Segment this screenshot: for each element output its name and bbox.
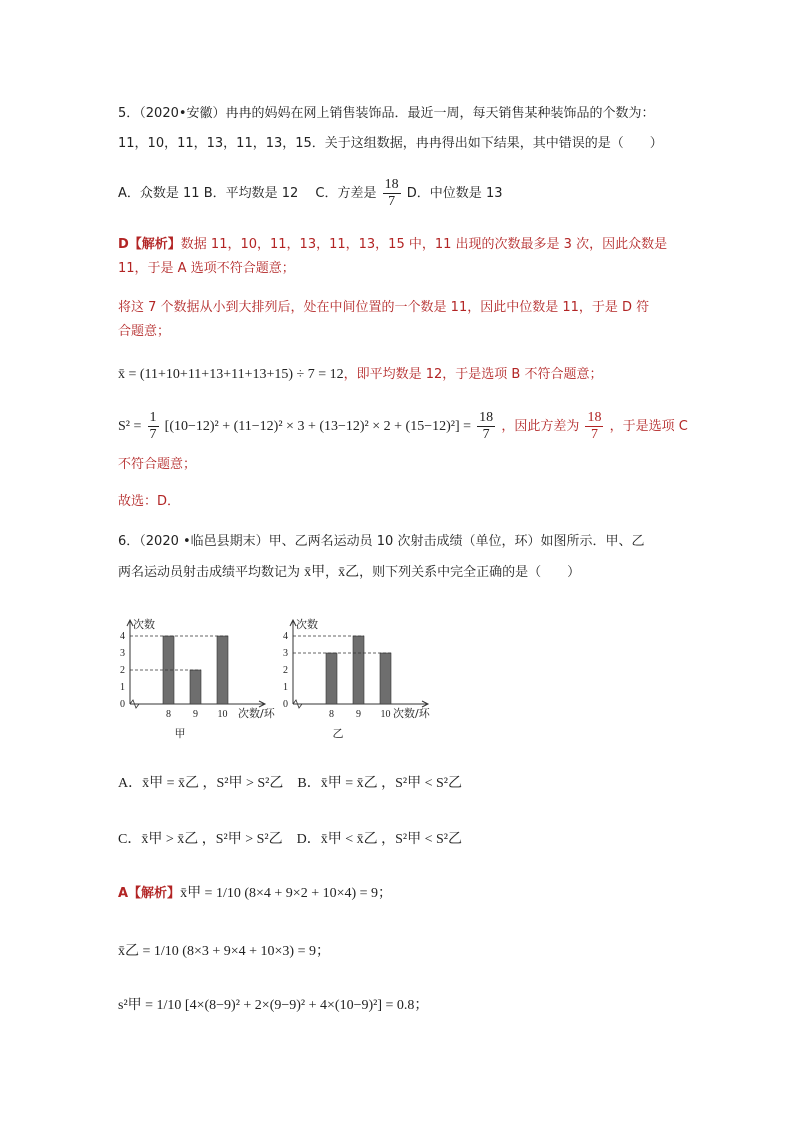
q6-line1: 6．（2020 •临邑县期末）甲、乙两名运动员 10 次射击成绩（单位，环）如图所示．甲、乙 [118, 534, 645, 549]
y-tick-label: 0 [283, 699, 288, 710]
sol6-line3: s²甲 = 1/10 [4×(8−9)² + 2×(9−9)² + 4×(10−9)²] = 0.8； [118, 998, 429, 1013]
x-tick-label: 8 [329, 709, 334, 720]
q5-line1: 5．（2020•安徽）冉冉的妈妈在网上销售装饰品．最近一周，每天销售某种装饰品的个数为： [118, 106, 655, 121]
y-tick-label: 2 [120, 665, 125, 676]
q6-options-ab: A．x̄甲 = x̄乙 ，S²甲 > S²乙 B．x̄甲 = x̄乙 ，S²甲 < S²乙 [118, 776, 462, 791]
y-tick-label: 4 [283, 631, 288, 642]
x-tick-label: 9 [193, 709, 198, 720]
sol5-mean-line [118, 363, 602, 383]
bar [190, 670, 201, 704]
bar [380, 653, 391, 704]
q6-options-cd: C．x̄甲 > x̄乙 ，S²甲 > S²乙 D．x̄甲 < x̄乙 ，S²甲 < S²乙 [118, 832, 462, 847]
x-tick-label: 8 [166, 709, 171, 720]
x-axis-label: 次数/环 [393, 707, 430, 720]
bar-charts [118, 606, 448, 746]
sol5-line4: 合题意； [118, 324, 171, 339]
q5-options-ab: A．众数是 11 B．平均数是 12 C．方差是 [118, 186, 377, 201]
variance-result-fraction: $\frac{18}{7}$ [479, 410, 494, 442]
bar [217, 636, 228, 704]
sol5-choose: 故选：D． [118, 494, 181, 509]
x-tick-label: 10 [380, 709, 391, 720]
sol5-variance-end: 不符合题意； [118, 457, 197, 472]
y-tick-label: 0 [120, 699, 125, 710]
q5-option-d: D．中位数是 13 [406, 186, 503, 201]
mean-formula: x̄ = (11+10+11+13+11+13+15) ÷ 7 = 12 [118, 367, 344, 382]
mean-text: ，即平均数是 12，于是选项 B 不符合题意； [343, 367, 603, 382]
chart-name: 乙 [332, 727, 344, 740]
bar [326, 653, 337, 704]
chart-jia [120, 617, 276, 740]
x-tick-label: 9 [356, 709, 361, 720]
x-axis-label: 次数/环 [238, 707, 275, 720]
sol5-answer: D【解析】 [118, 237, 181, 252]
xbar-yi: x̄乙 [338, 565, 360, 580]
sol6-line2: x̄乙 = 1/10 (8×3 + 9×4 + 10×3) = 9； [118, 944, 330, 959]
y-tick-label: 3 [283, 648, 288, 659]
y-tick-label: 2 [283, 665, 288, 676]
y-tick-label: 1 [120, 682, 125, 693]
y-axis-label: 次数 [296, 618, 318, 631]
chart-yi [283, 617, 431, 740]
y-tick-label: 4 [120, 631, 125, 642]
x-tick-label: 10 [217, 709, 228, 720]
y-tick-label: 1 [283, 682, 288, 693]
sol5-variance-line: S² = $\frac{1}{7}$ [(10−12)² + (11−12)² × 3 + (13−12)² × 2 + (15−12)²] = $\frac{18}{7}$ ，因此方差为 $\frac{18}{7}$ ，于是选项 C [118, 410, 688, 442]
xbar-jia: x̄甲 [304, 565, 326, 580]
q6-line2: 两名运动员射击成绩平均数记为 x̄甲，x̄乙，则下列关系中完全正确的是（ ） [118, 565, 581, 580]
sol6-line1: A【解析】x̄甲 = 1/10 (8×4 + 9×2 + 10×4) = 9； [118, 886, 393, 901]
chart-name: 甲 [174, 727, 186, 740]
y-axis-label: 次数 [133, 618, 155, 631]
sol5-line3: 将这 7 个数据从小到大排列后，处在中间位置的一个数是 11，因此中位数是 11，于是 D 符 [118, 300, 650, 315]
sol5-line1: D【解析】数据 11，10，11，13，11，13，15 中，11 出现的次数最多是 3 次，因此众数是 [118, 237, 668, 252]
y-tick-label: 3 [120, 648, 125, 659]
bar [353, 636, 364, 704]
q5-fraction: $\frac{18}{7}$ [384, 177, 399, 209]
variance-answer-fraction: $\frac{18}{7}$ [587, 410, 602, 442]
sol6-answer: A【解析】 [118, 886, 181, 901]
q5-options [118, 178, 502, 210]
q5-line2: 11，10，11，13，11，13，15．关于这组数据，冉冉得出如下结果，其中错误的是（ ） [118, 136, 663, 151]
sol5-line2: 11，于是 A 选项不符合题意； [118, 261, 295, 276]
variance-fraction: $\frac{1}{7}$ [149, 410, 157, 442]
